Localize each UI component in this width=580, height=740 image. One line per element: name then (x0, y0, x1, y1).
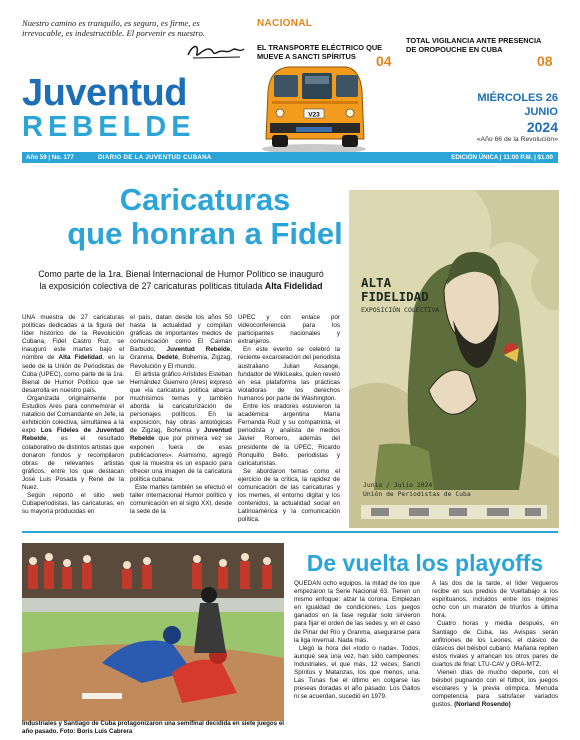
bold-text: Dedeté (157, 354, 178, 362)
signature-graphic (185, 40, 247, 62)
date-month: JUNIO (524, 106, 558, 118)
paragraph: QUEDAN ocho equipos, la mitad de los que empezaron la Serie Nacional 63. Tienen un mismo enfoque: alzar la corona. Empiezan en igualdad de condiciones. Los juegos ganados en la fase regular solo sirvieron para fijar el orden de las sedes y, en el caso de Pinar del Río y Granma, asegurarse para la liga invernal. Nada más. (294, 580, 420, 644)
tagline: DIARIO DE LA JUVENTUD CUBANA (98, 154, 212, 161)
motto-quote: Nuestro camino es tranquilo, es seguro, es firme, es irrevocable, es indestructible. El porvenir es nuestro. (22, 18, 205, 38)
article-lead (22, 268, 340, 292)
poster-title (361, 276, 429, 304)
paragraph (22, 395, 124, 492)
section-label: NACIONAL (257, 18, 313, 29)
paragraph (22, 314, 124, 395)
poster-subtitle: EXPOSICIÓN COLECTIVA (361, 306, 440, 314)
teaser-page-number: 08 (537, 53, 553, 69)
bold-text: Juventud Rebelde (166, 346, 231, 354)
exhibition-poster (349, 190, 559, 528)
text: que por primera vez se exponen fuera de esas publicaciones». Asimismo, agregó que la muestra es un espacio para ofrecer una imagen de la caricatura política cubana. (130, 435, 233, 483)
lead-line: Como parte de la 1ra. Bienal Internacional de Humor Político se inauguró (38, 269, 324, 279)
text: El artista gráfico Arístides Esteban Hernández Guerrero (Ares) expresó que «la caricatura política abarca muchísimos temas y también aborda la caricaturización de personajes políticos. En la exposición, hay obras antológicas de Zigzag, Bohemia y (130, 370, 232, 435)
text: , Bohemia, Zigzag, Revolución y El mundo. (130, 354, 232, 370)
main-headline[interactable] (60, 183, 350, 251)
second-headline[interactable]: De vuelta los playoffs (306, 550, 544, 576)
teaser-headline[interactable]: EL TRANSPORTE ELÉCTRICO QUE MUEVE A SANCTI SPÍRITUS (257, 43, 383, 61)
poster-date: Junio / Julio 2024 (363, 481, 433, 489)
lead-text: la exposición colectiva de 27 caricaturas políticas titulada (39, 281, 263, 291)
date-weekday: MIÉRCOLES 26 (477, 92, 558, 104)
photo-caption: Industriales y Santiago de Cuba protagonizaron una semifinal decidida en siete juegos el año pasado. Foto: Boris Luis Cabrera (22, 720, 284, 735)
paragraph: UPEC y con enlace por videoconferencia para los participantes nacionales y extranjeros. (238, 314, 340, 346)
paragraph: Se abordaron temas como el ejercicio de la crítica, la rapidez de comunicación de las caricaturas y los memes, el entorno digital y los contenidos, la actualidad social en Latinoamérica y la comunicación política. (238, 467, 340, 524)
paragraph: En este evento se celebró la reciente excarcelación del periodista australiano Julian Assange, fundador de WikiLeaks, quien reveló en esa plataforma las prácticas violadoras de los derechos humanos por parte de Washington. (238, 346, 340, 402)
teaser-page-number: 04 (376, 53, 392, 69)
paragraph: A las dos de la tarde, el líder Vegueros recibe en sus predios de Vueltabajo a los espirituanos, incluidos entre los mejores ocho con un maratón de triunfos a última hora. (432, 580, 558, 620)
text: Organizada originalmente por Estudios Ares para conmemorar el natalicio del Comandante en Jefe, la exhibición colectiva, simultánea a la expo (22, 394, 124, 435)
van-plate-text: V23 (308, 111, 320, 119)
text: , Granma, (130, 346, 233, 362)
paragraph: Cuatro horas y media después, en Santiago de Cuba, las Avispas serán anfitriones de los Leones, el clásico de clásicos del béisbol cubano. Mañana repiten estos rivales y arrancan los otros pares de cuartos de final: LTU-CAV y GRA-MTZ. (432, 620, 558, 668)
paragraph: Llegó la hora del «todo o nada». Todos, aunque sea una vez, han sido campeones: Industriales, el que más, 12 veces; Sancti Spíritus y Matanzas, los que menos, una. Las Tunas fue el último en colgarse las preseas doradas el año pasado. Los Gallos ni se acuerdan, sucedió en 1979. (294, 644, 420, 701)
text: , es el resultado colaborativo de distintos artistas que donaron fondos y recompilaron obras de relevantes artistas gráficos, entre los que destacan José Luis Posada y René de la Nuez. (22, 435, 124, 491)
paragraph (130, 371, 232, 484)
text: UNA muestra de 27 caricaturas políticas dedicadas a la figura del líder histórico de la Revolución Cubana, Fidel Castro Ruz, se inauguró este martes bajo el nombre de (22, 314, 124, 362)
text: el país, datan desde los años 50 hasta la actualidad y compilan gráficas de importantes medios de comunicación como El Caimán Barbudo, (130, 314, 232, 354)
headline-line: que honran a Fidel (67, 216, 343, 251)
article-column-2 (432, 580, 558, 710)
masthead-logo-line2[interactable]: REBELDE (22, 111, 196, 143)
edition-info: EDICIÓN ÚNICA | 11:00 P.M. | $1.00 (451, 154, 553, 161)
paragraph (130, 314, 232, 371)
paragraph: Según reportó el sitio web Cubaperiodistas, las caricaturas, en su mayoría producidas en (22, 492, 124, 516)
fidel-illustration (349, 190, 559, 528)
news-teaser-2[interactable] (406, 36, 551, 54)
poster-venue: Unión de Periodistas de Cuba (363, 490, 471, 498)
poster-title-line: FIDELIDAD (361, 289, 429, 304)
info-bar (22, 152, 558, 163)
electric-van-image (258, 61, 370, 156)
bold-text: Los Fideles de Juventud Rebelde (22, 427, 124, 443)
bold-text: (Norland Rosendo) (454, 701, 511, 709)
poster-title-line: ALTA (361, 275, 392, 290)
revolution-year: «Año 66 de la Revolución» (476, 136, 558, 143)
lead-bold: Alta Fidelidad (264, 281, 323, 291)
teaser-headline[interactable]: TOTAL VIGILANCIA ANTE PRESENCIA DE OROPOUCHE EN CUBA (406, 36, 542, 54)
issue-number: Año 59 | No. 177 (26, 154, 74, 161)
article-column-3 (238, 314, 340, 524)
section-divider (22, 531, 558, 533)
paragraph: Entre los oradores estuvieron la académica argentina María Fernanda Ruiz y su compatriota, el periodista y analista de medios Javier Romero, además del presidente de la UPEC, Ricardo Ronquillo Bello, periodistas y caricaturistas. (238, 403, 340, 467)
lead-line (22, 280, 340, 292)
article-body (22, 314, 342, 524)
text: Vienen días de mucho deporte, con el béisbol pugnando con el fútbol, los juegos escolares y la previa olímpica. Menuda competencia para satisfacer variados gustos. (432, 669, 558, 709)
bold-text: Juventud Rebelde (130, 427, 233, 443)
baseball-photo (22, 543, 284, 721)
article-column-1 (22, 314, 124, 516)
text: , en la sede de la Unión de Periodistas de Cuba (UPEC), como parte de la 1ra. Bienal de Humor Político que se desarrolla en nuestro país. (22, 354, 125, 394)
paragraph: Este martes también se efectuó el taller internacional Humor político y comunicación en el siglo XXI, desde la sede de la (130, 483, 232, 516)
bold-text: Alta Fidelidad (58, 354, 103, 362)
date-year: 2024 (526, 119, 558, 135)
masthead-logo-line1[interactable]: Juventud (22, 72, 187, 114)
article-column-2 (130, 314, 232, 516)
headline-line: Caricaturas (119, 182, 291, 217)
article-column-1 (294, 580, 420, 701)
paragraph (432, 669, 558, 709)
